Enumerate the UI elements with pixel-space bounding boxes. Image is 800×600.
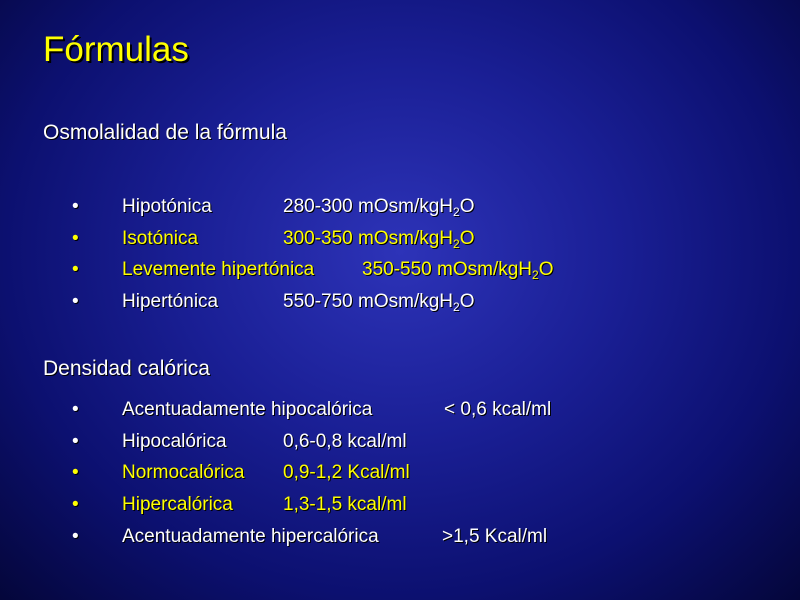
item-label: Hipocalórica [122,430,227,452]
value-tail: O [538,259,554,281]
item-value: >1,5 Kcal/ml [442,525,548,547]
value-text: 300-350 mOsm/kgH [283,227,454,249]
bullet-icon: • [72,399,79,420]
bullet-icon: • [72,494,79,516]
item-label: Hipotónica [122,196,212,217]
bullet-icon: • [72,227,79,249]
item-value: 0,9-1,2 Kcal/ml [283,462,410,484]
subscript: 2 [532,268,539,283]
item-label: Hipertónica [122,291,219,313]
item-label: Normocalórica [122,462,245,484]
slide-title: Fórmulas [43,30,189,69]
item-label: Acentuadamente hipercalórica [122,525,379,547]
item-label: Acentuadamente hipocalórica [122,399,373,420]
item-value [283,289,474,320]
value-text: 280-300 mOsm/kgH [283,196,454,217]
bullet-icon: • [72,196,79,217]
item-value: 0,6-0,8 kcal/ml [283,430,407,452]
osmolality-heading: Osmolalidad de la fórmula [43,121,287,144]
value-text: 550-750 mOsm/kgH [283,291,454,313]
item-label: Isotónica [122,227,199,249]
bullet-icon: • [72,291,79,313]
bullet-icon: • [72,525,79,547]
subscript: 2 [453,205,460,219]
item-value: 1,3-1,5 kcal/ml [283,494,407,516]
item-value [362,257,553,288]
bullet-icon: • [72,259,79,281]
bullet-icon: • [72,462,79,484]
item-value: < 0,6 kcal/ml [444,399,552,420]
subscript: 2 [453,236,460,251]
value-tail: O [459,227,475,249]
caloric-density-heading: Densidad calórica [43,357,210,380]
item-label: Levemente hipertónica [122,259,315,281]
item-value [283,226,474,257]
item-value [283,194,474,225]
bullet-icon: • [72,430,79,452]
value-text: 350-550 mOsm/kgH [362,259,533,281]
subscript: 2 [453,300,460,315]
value-tail: O [459,291,475,313]
item-label: Hipercalórica [122,494,233,516]
value-tail: O [459,196,475,217]
